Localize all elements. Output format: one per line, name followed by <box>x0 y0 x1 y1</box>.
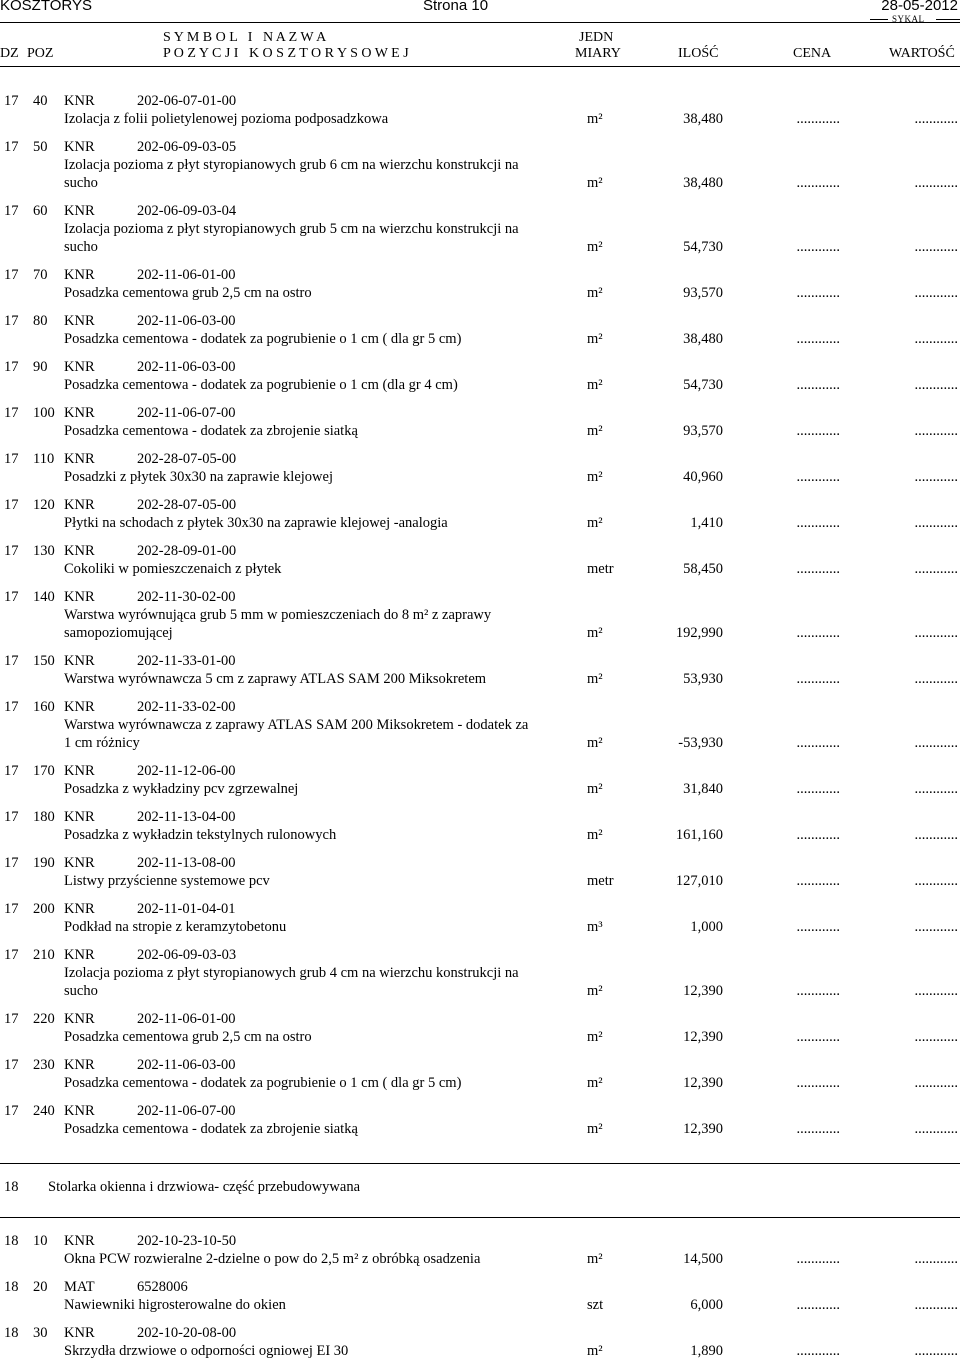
item-code: 202-11-06-07-00 <box>137 1102 236 1119</box>
item-unit: m² <box>587 1343 603 1359</box>
item-poz: 100 <box>33 404 55 421</box>
item-value: ............ <box>914 1120 958 1137</box>
document-date: 28-05-2012 <box>881 0 958 14</box>
item-poz: 120 <box>33 496 55 513</box>
item-value: ............ <box>914 780 958 797</box>
item-description: Cokoliki w pomieszczenaich z płytek <box>64 560 282 577</box>
item-poz: 140 <box>33 588 55 605</box>
item-source: KNR <box>64 138 95 155</box>
item-source: KNR <box>64 266 95 283</box>
item-value: ............ <box>914 918 958 935</box>
item-quantity: 54,730 <box>683 238 723 255</box>
item-dz: 18 <box>4 1279 19 1295</box>
item-description: Izolacja pozioma z płyt styropianowych grub 4 cm na wierzchu konstrukcji na <box>64 964 519 981</box>
item-poz: 70 <box>33 266 48 283</box>
item-quantity: 53,930 <box>683 670 723 687</box>
item-poz: 160 <box>33 698 55 715</box>
item-dz: 18 <box>4 1325 19 1341</box>
item-source: KNR <box>64 946 95 963</box>
item-value: ............ <box>914 1297 958 1313</box>
item-code: 202-06-09-03-05 <box>137 138 237 155</box>
item-quantity: -53,930 <box>678 734 723 751</box>
item-unit: metr <box>587 872 614 889</box>
item-unit: m² <box>587 422 603 439</box>
item-quantity: 54,730 <box>683 376 723 393</box>
item-source: MAT <box>64 1279 95 1295</box>
item-price: ............ <box>796 174 840 191</box>
item-description: 1 cm różnicy <box>64 734 140 751</box>
section-divider-top <box>0 1163 960 1164</box>
item-description: Posadzka cementowa - dodatek za zbrojenie siatką <box>64 1120 358 1137</box>
item-source: KNR <box>64 450 95 467</box>
item-value: ............ <box>914 330 958 347</box>
item-code: 202-11-06-03-00 <box>137 312 236 329</box>
item-unit: m² <box>587 110 603 127</box>
item-poz: 50 <box>33 138 48 155</box>
item-quantity: 38,480 <box>683 110 723 127</box>
item-price: ............ <box>796 734 840 751</box>
item-source: KNR <box>64 652 95 669</box>
item-quantity: 1,410 <box>690 514 723 531</box>
item-dz: 17 <box>4 138 19 155</box>
item-quantity: 192,990 <box>675 624 723 641</box>
item-code: 202-11-01-04-01 <box>137 900 236 917</box>
item-code: 202-28-09-01-00 <box>137 542 237 559</box>
columns-divider <box>0 66 960 67</box>
item-unit: m² <box>587 468 603 485</box>
item-code: 202-11-13-08-00 <box>137 854 236 871</box>
item-code: 202-11-33-02-00 <box>137 698 236 715</box>
item-code: 202-06-09-03-04 <box>137 202 237 219</box>
item-dz: 17 <box>4 652 19 669</box>
item-source: KNR <box>64 588 95 605</box>
item-dz: 17 <box>4 900 19 917</box>
item-poz: 110 <box>33 450 55 467</box>
item-quantity: 38,480 <box>683 330 723 347</box>
item-description: Płytki na schodach z płytek 30x30 na zaprawie klejowej -analogia <box>64 514 448 531</box>
item-source: KNR <box>64 404 95 421</box>
col-symbol-line2: P O Z Y C J I K O S Z T O R Y S O W E J <box>163 46 409 61</box>
item-price: ............ <box>796 624 840 641</box>
item-unit: m² <box>587 1074 603 1091</box>
item-price: ............ <box>796 780 840 797</box>
item-source: KNR <box>64 808 95 825</box>
item-dz: 17 <box>4 450 19 467</box>
brand-rule-left <box>870 19 888 20</box>
item-code: 6528006 <box>137 1279 188 1295</box>
item-source: KNR <box>64 1233 95 1249</box>
item-source: KNR <box>64 762 95 779</box>
item-value: ............ <box>914 982 958 999</box>
item-price: ............ <box>796 238 840 255</box>
item-code: 202-11-12-06-00 <box>137 762 236 779</box>
item-description: Posadzka cementowa - dodatek za pogrubienie o 1 cm (dla gr 4 cm) <box>64 376 458 393</box>
item-quantity: 93,570 <box>683 422 723 439</box>
item-description: Okna PCW rozwieralne 2-dzielne o pow do 2,5 m² z obróbką osadzenia <box>64 1251 481 1267</box>
item-poz: 190 <box>33 854 55 871</box>
col-price: CENA <box>793 46 832 61</box>
item-quantity: 40,960 <box>683 468 723 485</box>
item-price: ............ <box>796 1251 840 1267</box>
item-price: ............ <box>796 826 840 843</box>
item-unit: m² <box>587 376 603 393</box>
item-price: ............ <box>796 1074 840 1091</box>
item-unit: m² <box>587 826 603 843</box>
item-price: ............ <box>796 1297 840 1313</box>
item-dz: 17 <box>4 202 19 219</box>
item-description: Posadzka cementowa - dodatek za zbrojenie siatką <box>64 422 358 439</box>
item-price: ............ <box>796 872 840 889</box>
item-poz: 210 <box>33 946 55 963</box>
item-quantity: 6,000 <box>690 1297 723 1313</box>
item-code: 202-11-13-04-00 <box>137 808 236 825</box>
item-poz: 230 <box>33 1056 55 1073</box>
item-value: ............ <box>914 174 958 191</box>
item-unit: m² <box>587 780 603 797</box>
item-description: Posadzki z płytek 30x30 na zaprawie klejowej <box>64 468 333 485</box>
item-description: Izolacja pozioma z płyt styropianowych grub 6 cm na wierzchu konstrukcji na <box>64 156 519 173</box>
item-dz: 17 <box>4 404 19 421</box>
item-value: ............ <box>914 872 958 889</box>
item-description: Listwy przyścienne systemowe pcv <box>64 872 270 889</box>
item-source: KNR <box>64 92 95 109</box>
item-code: 202-11-33-01-00 <box>137 652 236 669</box>
item-source: KNR <box>64 542 95 559</box>
item-unit: metr <box>587 560 614 577</box>
item-dz: 17 <box>4 946 19 963</box>
item-description: Posadzka cementowa grub 2,5 cm na ostro <box>64 1028 312 1045</box>
item-source: KNR <box>64 1056 95 1073</box>
item-value: ............ <box>914 624 958 641</box>
item-source: KNR <box>64 900 95 917</box>
item-code: 202-06-07-01-00 <box>137 92 237 109</box>
item-value: ............ <box>914 514 958 531</box>
item-poz: 170 <box>33 762 55 779</box>
item-price: ............ <box>796 982 840 999</box>
item-dz: 17 <box>4 854 19 871</box>
item-quantity: 127,010 <box>675 872 723 889</box>
item-quantity: 1,890 <box>690 1343 723 1359</box>
item-poz: 60 <box>33 202 48 219</box>
item-poz: 180 <box>33 808 55 825</box>
item-dz: 17 <box>4 266 19 283</box>
item-price: ............ <box>796 284 840 301</box>
item-source: KNR <box>64 1325 95 1341</box>
item-poz: 90 <box>33 358 48 375</box>
item-unit: m² <box>587 1251 603 1267</box>
item-value: ............ <box>914 1028 958 1045</box>
item-value: ............ <box>914 826 958 843</box>
item-unit: m² <box>587 238 603 255</box>
item-quantity: 12,390 <box>683 982 723 999</box>
col-unit-line1: JEDN <box>579 30 614 45</box>
item-quantity: 58,450 <box>683 560 723 577</box>
brand-rule-right <box>936 19 960 20</box>
item-quantity: 1,000 <box>690 918 723 935</box>
item-quantity: 14,500 <box>683 1251 723 1267</box>
item-price: ............ <box>796 330 840 347</box>
item-unit: m² <box>587 514 603 531</box>
item-description: Izolacja z folii polietylenowej pozioma podposadzkowa <box>64 110 389 127</box>
item-description: Skrzydła drzwiowe o odporności ogniowej EI 30 <box>64 1343 349 1359</box>
item-dz: 17 <box>4 1010 19 1027</box>
item-price: ............ <box>796 1028 840 1045</box>
item-code: 202-11-06-03-00 <box>137 1056 236 1073</box>
item-price: ............ <box>796 514 840 531</box>
item-dz: 17 <box>4 588 19 605</box>
item-price: ............ <box>796 1343 840 1359</box>
col-unit-line2: MIARY <box>575 46 621 61</box>
item-value: ............ <box>914 1251 958 1267</box>
item-quantity: 12,390 <box>683 1074 723 1091</box>
item-description: Podkład na stropie z keramzytobetonu <box>64 918 287 935</box>
item-value: ............ <box>914 422 958 439</box>
item-code: 202-11-06-01-00 <box>137 1010 236 1027</box>
item-unit: m² <box>587 174 603 191</box>
item-unit: m² <box>587 330 603 347</box>
item-description: Warstwa wyrównawcza z zaprawy ATLAS SAM 200 Miksokretem - dodatek za <box>64 716 529 733</box>
section-title: Stolarka okienna i drzwiowa- część przebudowywana <box>48 1179 361 1195</box>
item-unit: m² <box>587 734 603 751</box>
item-description: Warstwa wyrównująca grub 5 mm w pomieszczeniach do 8 m² z zaprawy <box>64 606 492 623</box>
item-description: samopoziomującej <box>64 624 173 641</box>
page-number: Strona 10 <box>423 0 489 14</box>
item-poz: 150 <box>33 652 55 669</box>
item-quantity: 38,480 <box>683 174 723 191</box>
item-source: KNR <box>64 1010 95 1027</box>
item-dz: 17 <box>4 762 19 779</box>
document-title: KOSZTORYS <box>0 0 92 14</box>
item-value: ............ <box>914 560 958 577</box>
item-value: ............ <box>914 734 958 751</box>
item-description: Posadzka cementowa - dodatek za pogrubienie o 1 cm ( dla gr 5 cm) <box>64 1074 462 1091</box>
item-description: Nawiewniki higrosterowalne do okien <box>64 1297 286 1313</box>
item-price: ............ <box>796 422 840 439</box>
item-price: ............ <box>796 1120 840 1137</box>
item-source: KNR <box>64 698 95 715</box>
item-value: ............ <box>914 468 958 485</box>
item-value: ............ <box>914 376 958 393</box>
item-source: KNR <box>64 854 95 871</box>
item-description: Posadzka cementowa grub 2,5 cm na ostro <box>64 284 312 301</box>
brand-mark <box>870 13 960 25</box>
col-symbol-line1: S Y M B O L I N A Z W A <box>163 30 327 45</box>
item-code: 202-28-07-05-00 <box>137 496 237 513</box>
item-value: ............ <box>914 238 958 255</box>
item-value: ............ <box>914 110 958 127</box>
item-dz: 17 <box>4 1056 19 1073</box>
item-unit: szt <box>587 1297 604 1313</box>
item-poz: 30 <box>33 1325 48 1341</box>
item-dz: 17 <box>4 92 19 109</box>
item-description: Posadzka z wykładzin tekstylnych rulonowych <box>64 826 337 843</box>
item-unit: m² <box>587 982 603 999</box>
item-price: ............ <box>796 110 840 127</box>
item-code: 202-28-07-05-00 <box>137 450 237 467</box>
item-description: Warstwa wyrównawcza 5 cm z zaprawy ATLAS SAM 200 Miksokretem <box>64 670 487 687</box>
col-qty: ILOŚĆ <box>678 46 719 61</box>
item-dz: 17 <box>4 1102 19 1119</box>
header-divider <box>0 22 960 23</box>
item-dz: 17 <box>4 496 19 513</box>
item-code: 202-11-06-07-00 <box>137 404 236 421</box>
item-poz: 200 <box>33 900 55 917</box>
item-dz: 18 <box>4 1233 19 1249</box>
item-unit: m² <box>587 624 603 641</box>
item-poz: 220 <box>33 1010 55 1027</box>
item-price: ............ <box>796 560 840 577</box>
item-poz: 240 <box>33 1102 55 1119</box>
item-value: ............ <box>914 670 958 687</box>
item-price: ............ <box>796 468 840 485</box>
item-description: sucho <box>64 174 98 191</box>
item-poz: 40 <box>33 92 48 109</box>
item-description: Posadzka cementowa - dodatek za pogrubienie o 1 cm ( dla gr 5 cm) <box>64 330 462 347</box>
item-code: 202-11-30-02-00 <box>137 588 236 605</box>
col-value: WARTOŚĆ <box>889 46 955 61</box>
item-unit: m² <box>587 284 603 301</box>
item-poz: 10 <box>33 1233 48 1249</box>
item-dz: 17 <box>4 542 19 559</box>
item-unit: m² <box>587 1120 603 1137</box>
item-code: 202-11-06-03-00 <box>137 358 236 375</box>
item-dz: 17 <box>4 358 19 375</box>
item-description: sucho <box>64 982 98 999</box>
item-unit: m³ <box>587 918 603 935</box>
item-source: KNR <box>64 202 95 219</box>
item-description: Posadzka z wykładziny pcv zgrzewalnej <box>64 780 299 797</box>
item-description: sucho <box>64 238 98 255</box>
item-price: ............ <box>796 918 840 935</box>
col-dz: DZ <box>0 46 19 61</box>
item-source: KNR <box>64 358 95 375</box>
item-unit: m² <box>587 1028 603 1045</box>
item-description: Izolacja pozioma z płyt styropianowych grub 5 cm na wierzchu konstrukcji na <box>64 220 519 237</box>
item-value: ............ <box>914 1343 958 1359</box>
item-code: 202-10-20-08-00 <box>137 1325 237 1341</box>
item-value: ............ <box>914 1074 958 1091</box>
item-code: 202-11-06-01-00 <box>137 266 236 283</box>
item-quantity: 31,840 <box>683 780 723 797</box>
item-quantity: 12,390 <box>683 1028 723 1045</box>
item-quantity: 161,160 <box>675 826 723 843</box>
item-price: ............ <box>796 670 840 687</box>
item-quantity: 12,390 <box>683 1120 723 1137</box>
item-poz: 20 <box>33 1279 48 1295</box>
item-quantity: 93,570 <box>683 284 723 301</box>
item-source: KNR <box>64 1102 95 1119</box>
item-code: 202-10-23-10-50 <box>137 1233 237 1249</box>
item-value: ............ <box>914 284 958 301</box>
item-dz: 17 <box>4 808 19 825</box>
item-code: 202-06-09-03-03 <box>137 946 237 963</box>
item-source: KNR <box>64 312 95 329</box>
section-number: 18 <box>4 1179 19 1195</box>
col-poz: POZ <box>27 46 54 61</box>
brand-text: SYKAL <box>892 14 925 24</box>
item-poz: 80 <box>33 312 48 329</box>
item-source: KNR <box>64 496 95 513</box>
item-dz: 17 <box>4 312 19 329</box>
item-poz: 130 <box>33 542 55 559</box>
item-unit: m² <box>587 670 603 687</box>
section-divider-bottom <box>0 1217 960 1218</box>
item-dz: 17 <box>4 698 19 715</box>
item-price: ............ <box>796 376 840 393</box>
